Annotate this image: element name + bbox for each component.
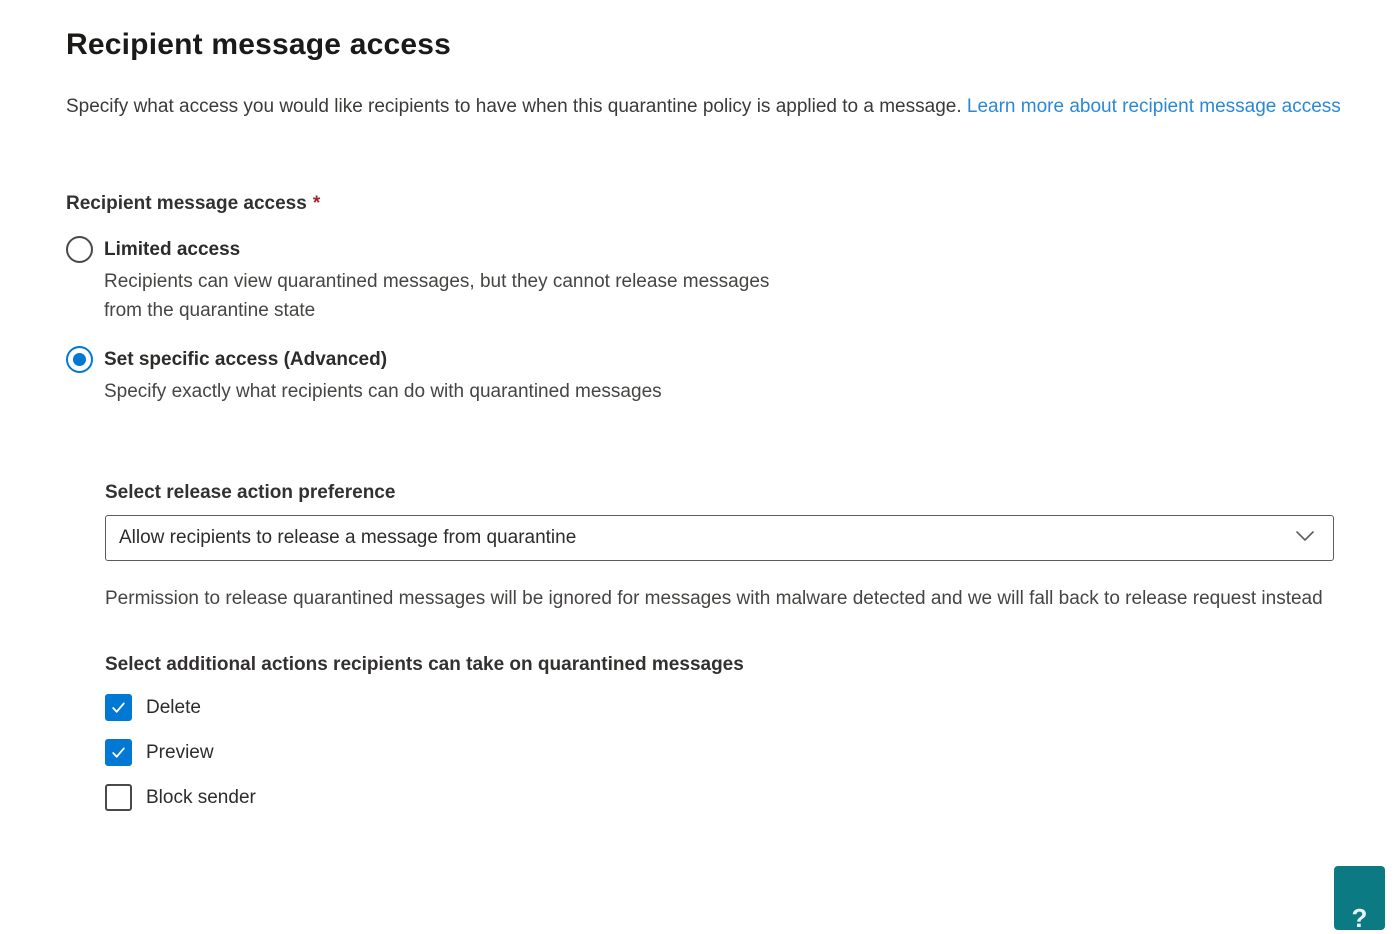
learn-more-link[interactable]: Learn more about recipient message access (966, 96, 1341, 117)
advanced-settings-section (105, 482, 1334, 811)
block-sender-checkbox-row[interactable] (105, 784, 1334, 811)
required-asterisk: * (312, 193, 321, 214)
radio-option-limited-access (66, 236, 1397, 325)
intro-text: Specify what access you would like recipients to have when this quarantine policy is applied to a message. (66, 96, 967, 117)
question-mark-icon: ? (1351, 902, 1368, 933)
block-sender-checkbox-label: Block sender (146, 786, 256, 808)
release-action-selected-value: Allow recipients to release a message from quarantine (119, 527, 577, 548)
checkbox-checked-icon[interactable] (105, 739, 132, 766)
release-permission-note: Permission to release quarantined messages will be ignored for messages with malware detected and we will fall back to release request instead (105, 588, 1323, 609)
additional-actions-label: Select additional actions recipients can take on quarantined messages (105, 654, 744, 675)
recipient-access-field-label (66, 193, 1397, 215)
limited-access-description: Recipients can view quarantined messages, but they cannot release messages from the quarantine state (104, 271, 770, 321)
intro-paragraph (66, 92, 1341, 121)
preview-checkbox-row[interactable] (105, 739, 1334, 766)
checkbox-checked-icon[interactable] (105, 694, 132, 721)
set-specific-access-label: Set specific access (Advanced) (104, 348, 388, 370)
field-label-text: Recipient message access (66, 193, 307, 214)
delete-checkbox-label: Delete (146, 696, 201, 718)
delete-checkbox-row[interactable] (105, 694, 1334, 721)
help-button[interactable] (1334, 866, 1385, 933)
radio-option-set-specific-access (66, 346, 1397, 406)
checkmark-icon (110, 699, 127, 716)
checkbox-unchecked-icon[interactable] (105, 784, 132, 811)
set-specific-access-description: Specify exactly what recipients can do with quarantined messages (104, 381, 662, 402)
chevron-down-icon (1295, 529, 1315, 547)
checkmark-icon (110, 744, 127, 761)
radio-selected-icon[interactable] (66, 346, 93, 373)
limited-access-radio[interactable] (66, 236, 1397, 263)
preview-checkbox-label: Preview (146, 741, 214, 763)
radio-dot (73, 353, 86, 366)
radio-unselected-icon[interactable] (66, 236, 93, 263)
page-title: Recipient message access (66, 28, 452, 61)
release-action-dropdown[interactable] (105, 515, 1334, 561)
release-action-label: Select release action preference (105, 482, 396, 503)
set-specific-access-radio[interactable] (66, 346, 1397, 373)
limited-access-label: Limited access (104, 238, 241, 260)
